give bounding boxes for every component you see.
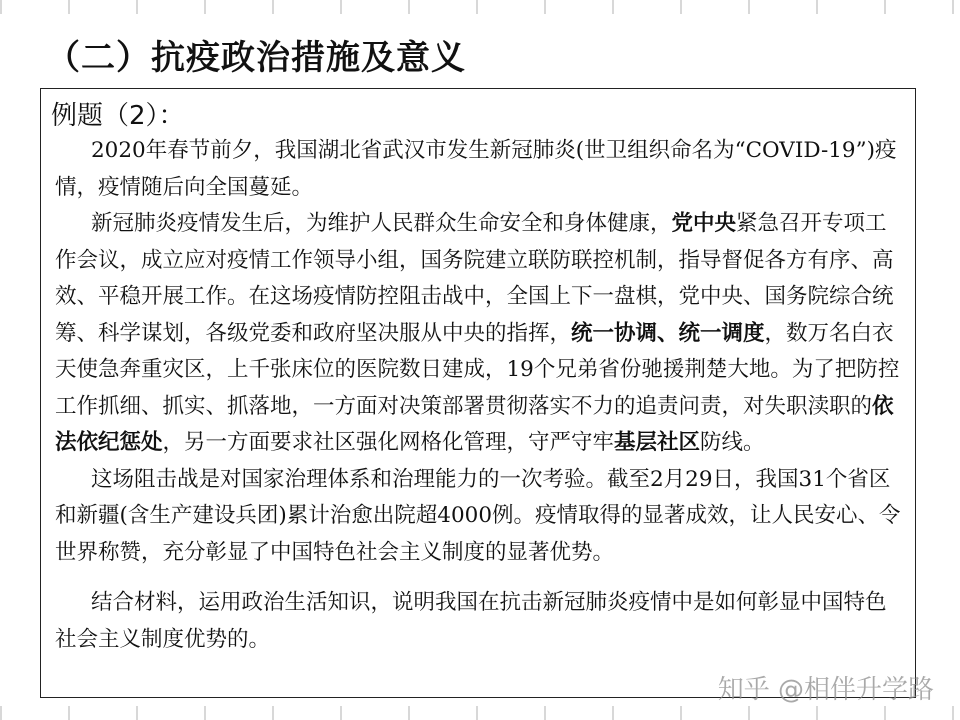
example-label: 例题（2）： [51,101,185,131]
bold-keyword-coordination: 统一协调、统一调度 [571,320,765,346]
bold-keyword-law-discipline: 依法依纪惩处 [55,393,894,455]
top-dashed-border [0,0,960,14]
paragraph-measures [55,206,907,462]
slide-title: （二）抗疫政治措施及意义 [46,38,466,78]
watermark: 知乎 @相伴升学路 [717,675,934,705]
question-prompt: 结合材料，运用政治生活知识，说明我国在抗击新冠肺炎疫情中是如何彰显中国特色社会主义制度优势的。 [55,590,887,652]
bold-keyword-grassroots: 基层社区 [614,430,701,455]
bottom-dashed-border [0,706,960,720]
text-segment: 紧急召开专项工作会议，成立应对疫情工作领导小组，国务院建立联防联控机制，指导督促各方有序、高效、平稳开展工作。在这场疫情防控阻击战中，全国上下一盘棋，党中央、国务院综合统筹、科学谋划，各级党委和政府坚决服从中央的指挥， [55,211,894,346]
text-segment: 新冠肺炎疫情发生后，为维护人民群众生命安全和身体健康， [91,211,672,236]
question-content [55,133,907,658]
paragraph-results: 这场阻击战是对国家治理体系和治理能力的一次考验。截至2月29日，我国31个省区和新疆(含生产建设兵团)累计治愈出院超4000例。疫情取得的显著成效，让人民安心、令世界称赞，充分彰显了中国特色社会主义制度的显著优势。 [55,466,901,565]
question-box [40,88,916,698]
text-segment: ，另一方面要求社区强化网格化管理，守严守牢 [162,430,615,455]
bold-keyword-party-central: 党中央 [671,211,737,236]
text-segment: 防线。 [700,430,765,455]
paragraph-background: 2020年春节前夕，我国湖北省武汉市发生新冠肺炎(世卫组织命名为“COVID-19”)疫情，疫情随后向全国蔓延。 [55,138,897,200]
text-segment: ，数万名白衣天使急奔重灾区，上千张床位的医院数日建成，19个兄弟省份驰援荆楚大地。为了把防控工作抓细、抓实、抓落地，一方面对决策部署贯彻落实不力的追责问责，对失职渎职的 [55,320,900,419]
